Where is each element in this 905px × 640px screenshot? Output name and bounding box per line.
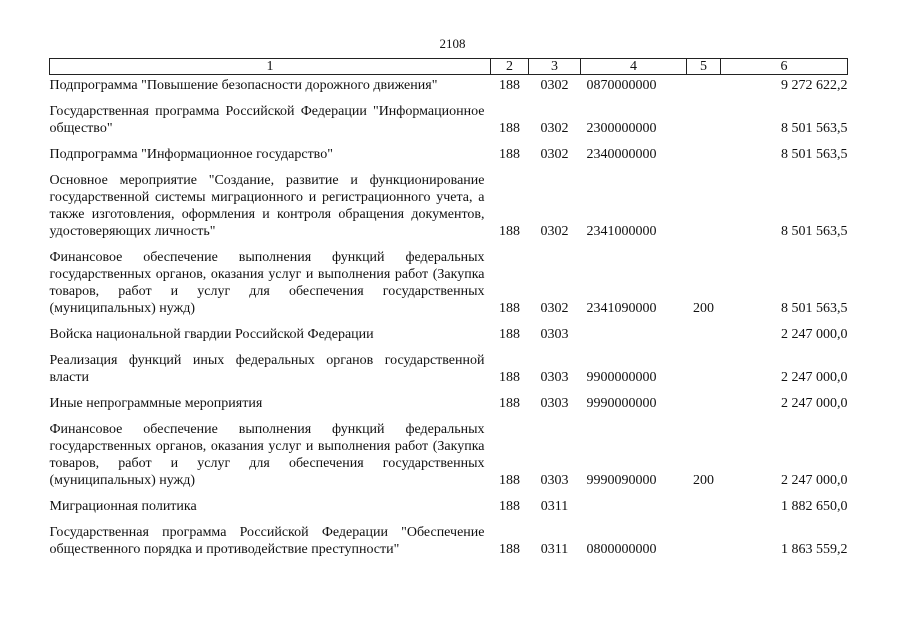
row-section-code: 0303	[540, 327, 569, 342]
page-number: 2108	[439, 36, 466, 51]
row-section-code: 0302	[540, 78, 569, 93]
row-section-code: 0303	[540, 396, 569, 411]
row-section-code: 0302	[540, 121, 569, 136]
row-name: Иные непрограммные мероприятия	[49, 396, 263, 411]
row-name: Реализация функций иных федеральных органов государственной власти	[49, 353, 485, 385]
row-ministry-code: 188	[499, 327, 520, 342]
row-ministry-code: 188	[499, 121, 520, 136]
header-col-3: 3	[529, 59, 581, 75]
header-col-6: 6	[721, 59, 848, 75]
table-row	[50, 137, 848, 163]
row-target-code: 9990090000	[586, 473, 657, 488]
row-amount: 2 247 000,0	[781, 327, 848, 342]
row-amount: 8 501 563,5	[781, 224, 848, 239]
row-amount: 8 501 563,5	[781, 121, 848, 136]
row-ministry-code: 188	[499, 542, 520, 557]
row-expense-type: 200	[693, 473, 714, 488]
row-ministry-code: 188	[499, 147, 520, 162]
row-expense-type	[687, 163, 721, 240]
row-expense-type	[687, 317, 721, 343]
row-section-code: 0302	[540, 224, 569, 239]
table-body	[50, 75, 848, 559]
row-target-code: 2300000000	[586, 121, 657, 136]
row-section-code: 0303	[540, 370, 569, 385]
table-row	[50, 386, 848, 412]
header-col-2: 2	[491, 59, 529, 75]
row-name: Подпрограмма "Повышение безопасности дорожного движения"	[49, 78, 438, 93]
table-header	[50, 59, 848, 75]
row-amount: 8 501 563,5	[781, 147, 848, 162]
row-amount: 2 247 000,0	[781, 370, 848, 385]
table-row	[50, 317, 848, 343]
row-section-code: 0303	[540, 473, 569, 488]
row-amount: 1 863 559,2	[781, 542, 848, 557]
row-amount: 8 501 563,5	[781, 301, 848, 316]
header-row	[50, 59, 848, 75]
row-name: Финансовое обеспечение выполнения функций федеральных государственных органов, оказания услуг и выполнения работ (Закупка товаров, работ и услуг для обеспечения государственных (муниципальных) нужд)	[49, 422, 485, 488]
row-target-code: 2341090000	[586, 301, 657, 316]
row-expense-type: 200	[693, 301, 714, 316]
row-target-code: 0870000000	[586, 78, 657, 93]
row-expense-type	[687, 515, 721, 558]
row-amount: 2 247 000,0	[781, 473, 848, 488]
row-name: Государственная программа Российской Федерации "Обеспечение общественного порядка и противодействие преступности"	[49, 525, 485, 557]
row-ministry-code: 188	[499, 78, 520, 93]
row-amount: 1 882 650,0	[781, 499, 848, 514]
header-col-5: 5	[687, 59, 721, 75]
row-section-code: 0302	[540, 301, 569, 316]
table-row	[50, 75, 848, 95]
row-amount: 9 272 622,2	[781, 78, 848, 93]
table-row	[50, 163, 848, 240]
row-section-code: 0311	[540, 499, 569, 514]
row-expense-type	[687, 489, 721, 515]
row-ministry-code: 188	[499, 224, 520, 239]
row-target-code: 0800000000	[586, 542, 657, 557]
row-ministry-code: 188	[499, 396, 520, 411]
table-row	[50, 412, 848, 489]
header-col-1: 1	[50, 59, 491, 75]
header-col-4: 4	[581, 59, 687, 75]
row-name: Государственная программа Российской Федерации "Информационное общество"	[49, 104, 485, 136]
table-row	[50, 240, 848, 317]
row-target-code: 9990000000	[586, 396, 657, 411]
row-section-code: 0302	[540, 147, 569, 162]
row-name: Основное мероприятие "Создание, развитие и функционирование государственной системы миграционного и регистрационного учета, а также изготовления, оформления и контроля обращения документов, удостоверяющих личность"	[49, 173, 485, 239]
row-expense-type	[687, 94, 721, 137]
row-ministry-code: 188	[499, 499, 520, 514]
row-target-code: 2340000000	[586, 147, 657, 162]
budget-table	[49, 58, 848, 558]
row-name: Финансовое обеспечение выполнения функций федеральных государственных органов, оказания услуг и выполнения работ (Закупка товаров, работ и услуг для обеспечения государственных (муниципальных) нужд)	[49, 250, 485, 316]
row-target-code	[581, 317, 687, 343]
row-expense-type	[687, 75, 721, 95]
row-expense-type	[687, 386, 721, 412]
row-ministry-code: 188	[499, 301, 520, 316]
row-ministry-code: 188	[499, 473, 520, 488]
row-name: Войска национальной гвардии Российской Федерации	[49, 327, 374, 342]
row-target-code: 9900000000	[586, 370, 657, 385]
row-name: Подпрограмма "Информационное государство"	[49, 147, 333, 162]
row-target-code	[581, 489, 687, 515]
row-section-code: 0311	[540, 542, 569, 557]
row-name: Миграционная политика	[49, 499, 197, 514]
table-row	[50, 489, 848, 515]
table-row	[50, 94, 848, 137]
row-expense-type	[687, 137, 721, 163]
row-ministry-code: 188	[499, 370, 520, 385]
row-expense-type	[687, 343, 721, 386]
row-amount: 2 247 000,0	[781, 396, 848, 411]
row-target-code: 2341000000	[586, 224, 657, 239]
table-row	[50, 515, 848, 558]
table-row	[50, 343, 848, 386]
